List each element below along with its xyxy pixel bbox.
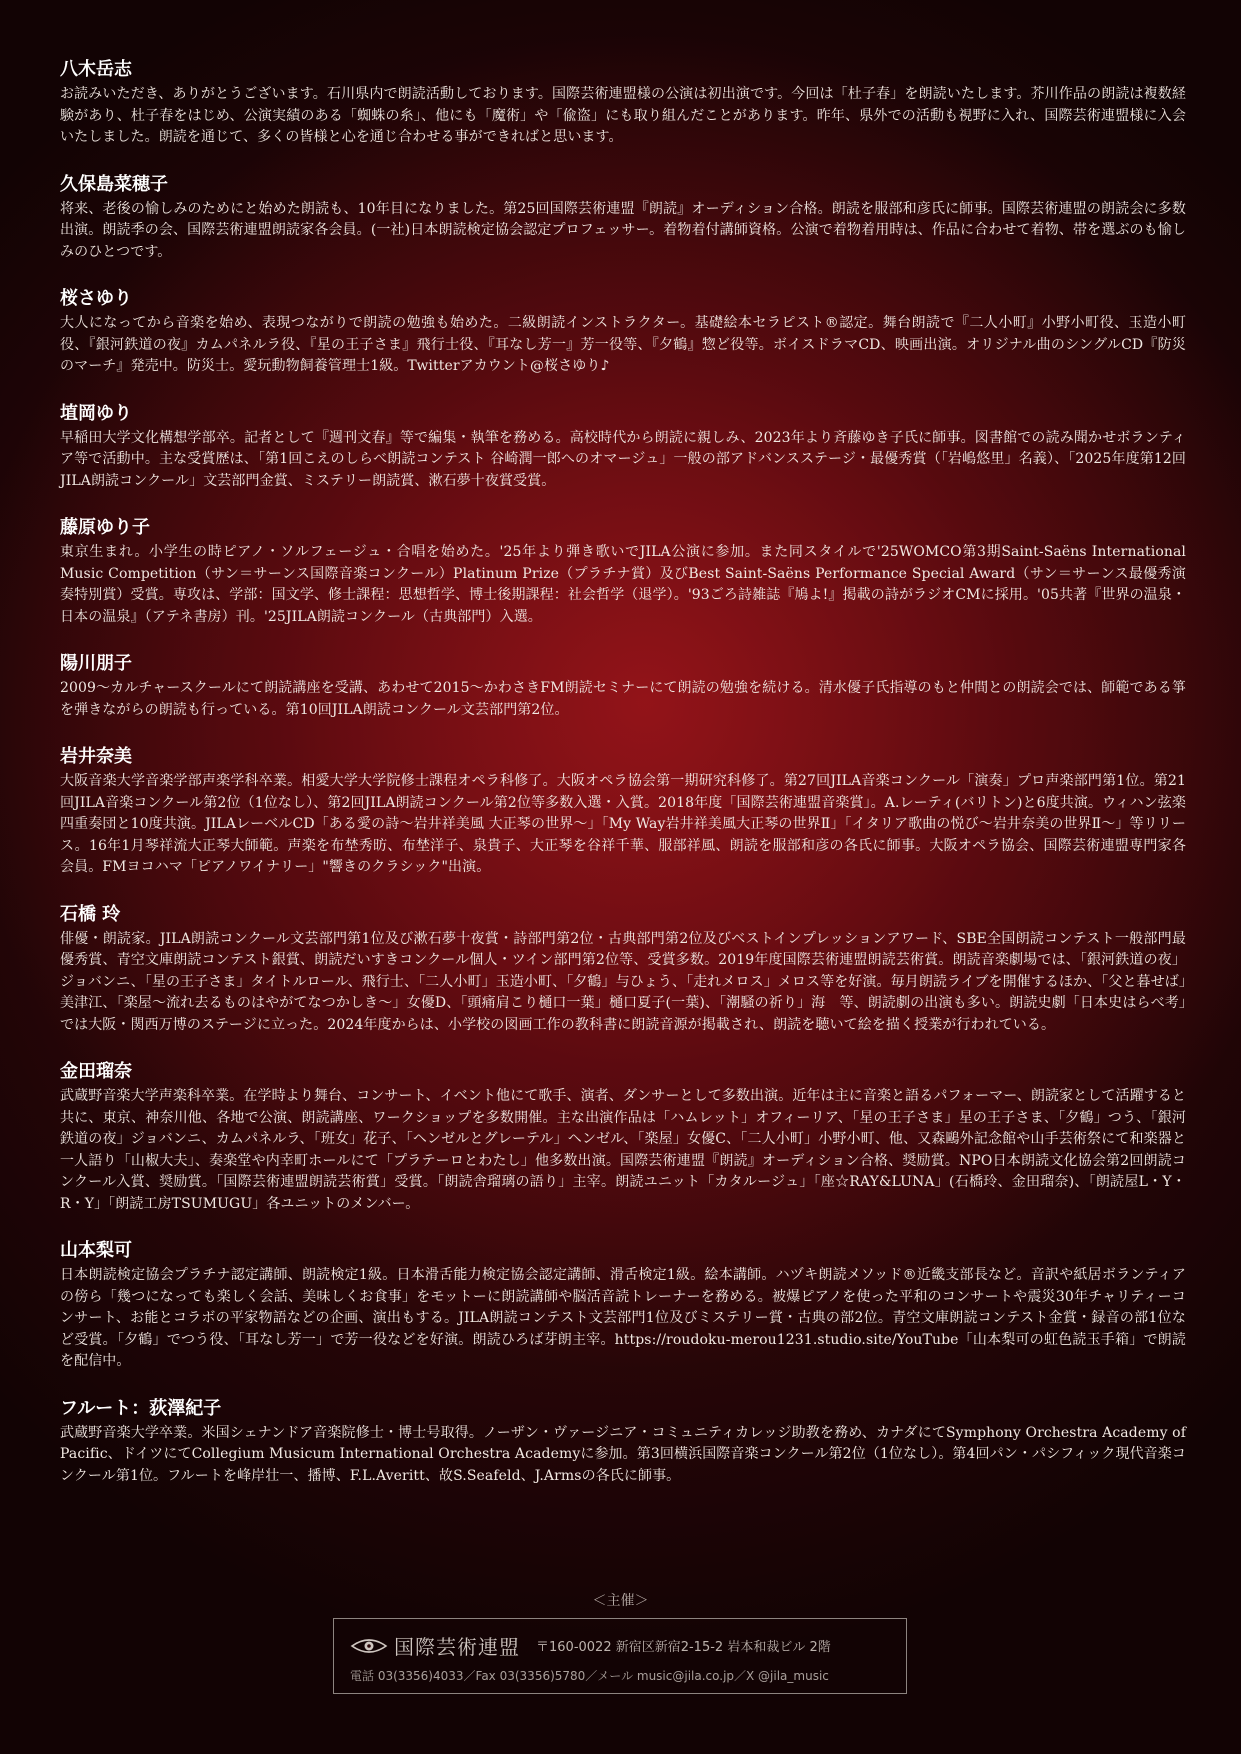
bio-text: 武蔵野音楽大学声楽科卒業。在学時より舞台、コンサート、イベント他にて歌手、演者、ダンサーとして多数出演。近年は主に音楽と語るパフォーマー、朗読家として活躍すると共に、東京、神奈川他、各地で公演、朗読講座、ワークショップを多数開催。主な出演作品は「ハムレット」オフィーリア、「星の王子さま」星の王子さま、「夕鶴」つう、「銀河鉄道の夜」ジョバンニ、カムパネルラ、「班女」花子、「ヘンゼルとグレーテル」ヘンゼル、「楽屋」女優C、「二人小町」小野小町、他、又森鷗外記念館や山手芸術祭にて和楽器と一人語り「山椒大夫」、奏楽堂や内幸町ホールにて「プラテーロとわたし」他多数出演。国際芸術連盟『朗読』オーディション合格、奨励賞。NPO日本朗読文化協会第2回朗読コンクール入賞、奨励賞。「国際芸術連盟朗読芸術賞」受賞。「朗読舎瑠璃の語り」主宰。朗読ユニット「カタルージュ」「座☆RAY&LUNA」(石橋玲、金田瑠奈)、「朗読屋L・Y・R・Y」「朗読工房TSUMUGU」各ユニットのメンバー。 [60, 1088, 1186, 1212]
bio-entry [60, 745, 1186, 879]
bio-entry [60, 402, 1186, 493]
organizer-name: 国際芸術連盟 [394, 1635, 520, 1659]
bio-entry [60, 287, 1186, 378]
eye-logo-icon [350, 1636, 388, 1656]
bio-text: 東京生まれ。小学生の時ピアノ・ソルフェージュ・合唱を始めた。'25年より弾き歌いでJILA公演に参加。また同スタイルで'25WOMCO第3期Saint-Saëns International Music Competition（サン＝サーンス国際音楽コンクール）Platinum Prize（プラチナ賞）及びBest Saint-Saëns Performance Special Award（サン＝サーンス最優秀演奏特別賞）受賞。専攻は、学部：国文学、修士課程：思想哲学、博士後期課程：社会哲学（退学）。'93ごろ詩雑誌『鳩よ!』掲載の詩がラジオCMに採用。'05共著『世界の温泉・日本の温泉』（アテネ書房）刊。'25JILA朗読コンクール（古典部門）入選。 [60, 544, 1186, 625]
bio-text: 早稲田大学文化構想学部卒。記者として『週刊文春』等で編集・執筆を務める。高校時代から朗読に親しみ、2023年より斉藤ゆき子氏に師事。図書館での読み聞かせボランティア等で活動中。主な受賞歴は、「第1回こえのしらべ朗読コンテスト 谷崎潤一郎へのオマージュ」一般の部アドバンスステージ・最優秀賞（「岩嶋悠里」名義）、「2025年度第12回JILA朗読コンクール」文芸部門金賞、ミステリー朗読賞、漱石夢十夜賞受賞。 [60, 429, 1186, 489]
bio-name: 岩井奈美 [60, 746, 132, 767]
bio-text: 将来、老後の愉しみのためにと始めた朗読も、10年目になりました。第25回国際芸術連盟『朗読』オーディション合格。朗読を服部和彦氏に師事。国際芸術連盟の朗読会に多数出演。朗読季の会、国際芸術連盟朗読家各会員。(一社)日本朗読検定協会認定プロフェッサー。着物着付講師資格。公演で着物着用時は、作品に合わせて着物、帯を選ぶのも愉しみのひとつです。 [60, 200, 1186, 260]
bio-entry [60, 58, 1186, 149]
sponsor-label: ＜主催＞ [592, 1593, 649, 1609]
bio-entry [60, 1060, 1186, 1215]
bio-name: フルート：荻澤紀子 [60, 1397, 222, 1419]
bio-text: 2009～カルチャースクールにて朗読講座を受講、あわせて2015～かわさきFM朗読セミナーにて朗読の勉強を続ける。清水優子氏指導のもと仲間との朗読会では、師範である箏を弾きながらの朗読も行っている。第10回JILA朗読コンクール文芸部門第2位。 [60, 680, 1186, 718]
bio-name: 石橋 玲 [60, 903, 121, 925]
bio-name: 山本梨可 [60, 1240, 132, 1261]
bio-entry [60, 1239, 1186, 1373]
organizer-header [350, 1631, 831, 1660]
bio-text: 大人になってから音楽を始め、表現つながりで朗読の勉強も始めた。二級朗読インストラクター。基礎絵本セラピスト®認定。舞台朗読で『二人小町』小野小町役、玉造小町役、『銀河鉄道の夜』カムパネルラ役、『星の王子さま』飛行士役、『耳なし芳一』芳一役等、『夕鶴』惣ど役等。ボイスドラマCD、映画出演。オリジナル曲のシングルCD『防災のマーチ』発売中。防災士。愛玩動物飼養管理士1級。Twitterアカウント@桜さゆり♪ [60, 315, 1186, 374]
bio-entry [60, 173, 1186, 264]
bio-entry [60, 1397, 1186, 1488]
bio-entry [60, 652, 1186, 721]
organizer-address: 〒160-0022 新宿区新宿2-15-2 岩本和裁ビル 2階 [536, 1640, 831, 1655]
bio-name: 桜さゆり [60, 288, 132, 309]
bio-list [60, 58, 1186, 1511]
bio-entry [60, 903, 1186, 1037]
bio-text: 俳優・朗読家。JILA朗読コンクール文芸部門第1位及び漱石夢十夜賞・詩部門第2位・古典部門第2位及びベストインプレッションアワード、SBE全国朗読コンテスト一般部門最優秀賞、青空文庫朗読コンテスト銀賞、朗読だいすきコンクール個人・ツイン部門第2位等、受賞多数。2019年度国際芸術連盟朗読芸術賞。朗読音楽劇場では、「銀河鉄道の夜」ジョバンニ、「星の王子さま」タイトルロール、飛行士、「二人小町」玉造小町、「夕鶴」与ひょう、「走れメロス」メロス等を好演。毎月朗読ライブを開催するほか、「父と暮せば」美津江、「楽屋～流れ去るものはやがてなつかしき～」女優D、「頭痛肩こり樋口一葉」樋口夏子(一葉)、「潮騒の祈り」海 等、朗読劇の出演も多い。朗読史劇「日本史はらべ考」では大阪・関西万博のステージに立った。2024年度からは、小学校の図画工作の教科書に朗読音源が掲載され、朗読を聴いて絵を描く授業が行われている。 [60, 930, 1186, 1033]
bio-name: 久保島菜穂子 [60, 173, 168, 195]
bio-name: 八木岳志 [60, 59, 132, 80]
bio-name: 藤原ゆり子 [60, 517, 150, 538]
bio-entry [60, 516, 1186, 628]
bio-name: 陽川朋子 [60, 653, 132, 674]
bio-text: 日本朗読検定協会プラチナ認定講師、朗読検定1級。日本滑舌能力検定協会認定講師、滑舌検定1級。絵本講師。ハヅキ朗読メソッド®近畿支部長など。音訳や紙居ボランティアの傍ら「幾つになっても楽しく会話、美味しくお食事」をモットーに朗読講師や脳活音読トレーナーを務める。被爆ピアノを使った平和のコンサートや震災30年チャリティーコンサート、お能とコラボの平家物語などの企画、演出もする。JILA朗読コンテスト文芸部門1位及びミステリー賞・古典の部2位。青空文庫朗読コンテスト金賞・録音の部1位など受賞。「夕鶴」でつう役、「耳なし芳一」で芳一役などを好演。朗読ひろば芽朗主宰。https://roudoku-merou1231.studio.site/YouTube「山本梨可の虹色読玉手箱」で朗読を配信中。 [60, 1267, 1186, 1369]
bio-name: 金田瑠奈 [60, 1061, 132, 1082]
organizer-box [333, 1618, 907, 1694]
organizer-contact: 電話 03(3356)4033／Fax 03(3356)5780／メール music@jila.co.jp／X @jila_music [350, 1669, 829, 1683]
bio-text: お読みいただき、ありがとうございます。石川県内で朗読活動しております。国際芸術連盟様の公演は初出演です。今回は「杜子春」を朗読いたします。芥川作品の朗読は複数経験があり、杜子春をはじめ、公演実績のある「蜘蛛の糸」、他にも「魔術」や「偸盗」にも取り組んだことがあります。昨年、県外での活動も視野に入れ、国際芸術連盟様に入会いたしました。朗読を通じて、多くの皆様と心を通じ合わせる事ができればと思います。 [60, 86, 1186, 145]
bio-text: 武蔵野音楽大学卒業。米国シェナンドア音楽院修士・博士号取得。ノーザン・ヴァージニア・コミュニティカレッジ助教を務め、カナダにてSymphony Orchestra Academy of Pacific、ドイツにてCollegium Musicum International Orchestra Academyに参加。第3回横浜国際音楽コンクール第2位（1位なし）。第4回パン・パシフィック現代音楽コンクール第1位。フルートを峰岸壮一、播博、F.L.Averitt、故S.Seafeld、J.Armsの各氏に師事。 [60, 1424, 1186, 1484]
bio-name: 埴岡ゆり [60, 402, 132, 424]
bio-text: 大阪音楽大学音楽学部声楽学科卒業。相愛大学大学院修士課程オペラ科修了。大阪オペラ協会第一期研究科修了。第27回JILA音楽コンクール「演奏」プロ声楽部門第1位。第21回JILA音楽コンクール第2位（1位なし）、第2回JILA朗読コンクール第2位等多数入選・入賞。2018年度「国際芸術連盟音楽賞」。A.レーティ(バリトン)と6度共演。ウィハン弦楽四重奏団と10度共演。JILAレーベルCD「ある愛の詩～岩井祥美風 大正琴の世界～」「My Way岩井祥美風大正琴の世界Ⅱ」「イタリア歌曲の悦び～岩井奈美の世界Ⅱ～」等リリース。16年1月琴祥流大正琴大師範。声楽を布埜秀昉、布埜洋子、泉貴子、大正琴を谷祥千華、服部祥風、朗読を服部和彦の各氏に師事。大阪オペラ協会、国際芸術連盟専門家各会員。FMヨコハマ「ピアノワイナリー」"響きのクラシック"出演。 [60, 773, 1186, 875]
